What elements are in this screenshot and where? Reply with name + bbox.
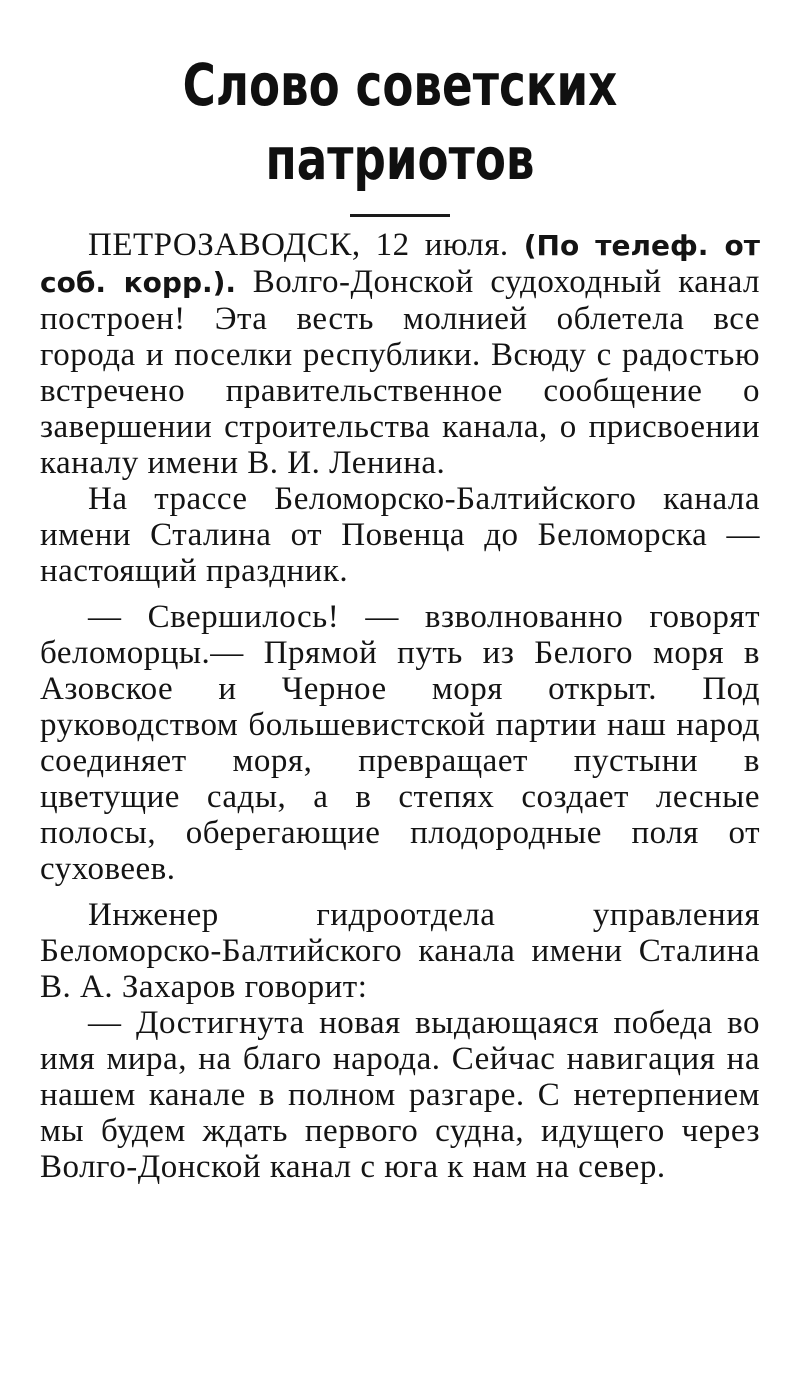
paragraph-3: — Свершилось! — взволнованно говорят беломорцы.— Прямой путь из Белого моря в Азовское и Черное моря открыт. Под руководством большевистской партии наш народ соединяет моря, превращает пустыни в цветущие сады, а в степях создает лесные полосы, оберегающие плодородные поля от суховеев.	[40, 599, 760, 887]
paragraph-1-text: Волго-Донской судоходный канал построен! Эта весть молнией облетела все города и поселки республики. Всюду с радостью встречено правительственное сообщение о завершении строительства канала, о присвоении каналу имени В. И. Ленина.	[40, 264, 760, 481]
article-body	[40, 227, 760, 1185]
paragraph-2: На трассе Беломорско-Балтийского канала имени Сталина от Повенца до Беломорска — настоящий праздник.	[40, 481, 760, 589]
article-headline	[119, 48, 681, 196]
newspaper-article	[40, 48, 760, 1185]
paragraph-1	[40, 227, 760, 481]
source-note: (По телеф. от соб. корр.).	[40, 229, 760, 299]
headline-line-2: патриотов	[265, 125, 535, 193]
paragraph-4: Инженер гидроотдела управления Беломорско-Балтийского канала имени Сталина В. А. Захаров говорит:	[40, 897, 760, 1005]
headline-divider	[350, 214, 450, 217]
headline-line-1: Слово советских	[182, 51, 618, 119]
paragraph-5: — Достигнута новая выдающаяся победа во имя мира, на благо народа. Сейчас навигация на нашем канале в полном разгаре. С нетерпением мы будем ждать первого судна, идущего через Волго-Донской канал с юга к нам на север.	[40, 1005, 760, 1185]
dateline: ПЕТРОЗАВОДСК, 12 июля.	[88, 227, 509, 263]
